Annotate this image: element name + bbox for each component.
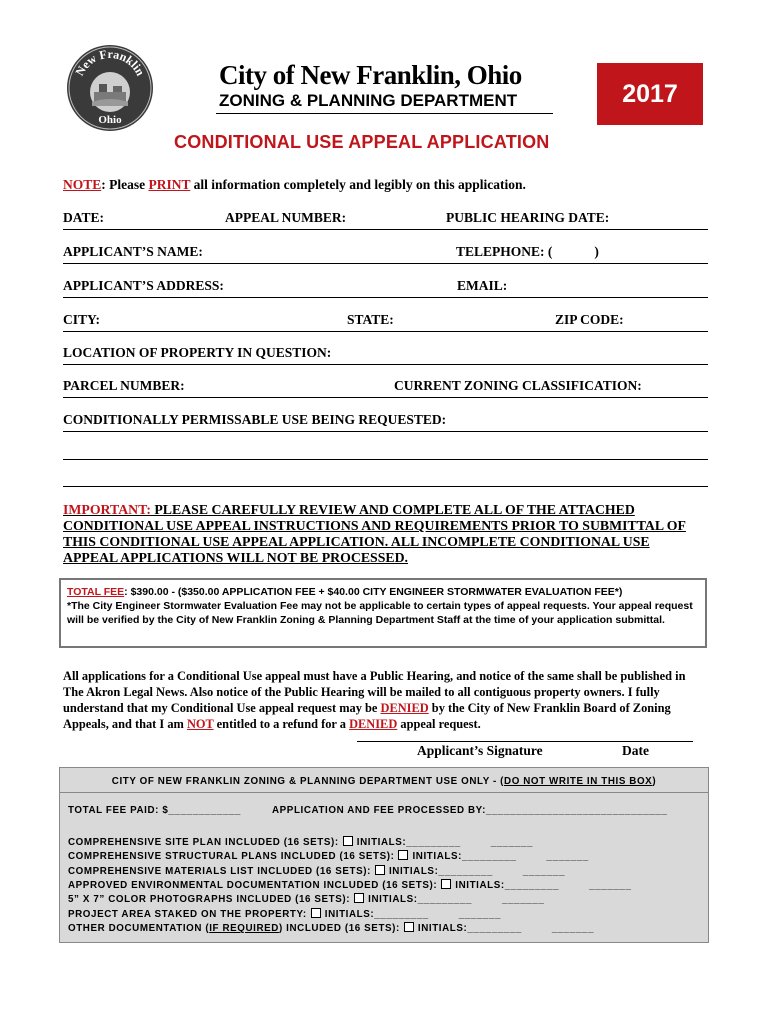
fee-note: *The City Engineer Stormwater Evaluation Fee may not be applicable to certain types of appeal requests. Your appeal request will be verified by the City of New Franklin Zoning & Planning Department Staff at the time of your application submittal. — [67, 600, 693, 626]
extra-field: _______ — [546, 851, 589, 862]
note-label: NOTE — [63, 177, 102, 192]
notice-part4: appeal request. — [397, 717, 481, 731]
location-row-line[interactable] — [63, 364, 708, 365]
date-row-line[interactable] — [63, 229, 708, 230]
total-fee-paid: TOTAL FEE PAID: $____________ — [68, 805, 241, 816]
email-label: EMAIL: — [457, 278, 508, 293]
city-label: CITY: — [63, 312, 101, 327]
notice-part1: All applications for a Conditional Use appeal must have a Public Hearing, and notice of the same shall be published in The Akron Legal News. Also notice of the Public Hearing will be mailed to all contiguous property owners. I fully understand that my Conditional Use appeal request may be — [63, 669, 686, 715]
checklist-row — [68, 865, 565, 877]
checklist-row — [68, 850, 589, 862]
checkbox[interactable] — [398, 850, 408, 860]
location-label: LOCATION OF PROPERTY IN QUESTION: — [63, 345, 332, 360]
applicant-name-label: APPLICANT’S NAME: — [63, 244, 203, 259]
address-label: APPLICANT’S ADDRESS: — [63, 278, 224, 293]
city-row-line[interactable] — [63, 331, 708, 332]
extra-field: _______ — [502, 894, 545, 905]
city-title: City of New Franklin, Ohio — [219, 60, 522, 90]
office-head-c: ) — [652, 776, 657, 787]
address-row-line[interactable] — [63, 297, 708, 298]
date-label: DATE: — [63, 210, 105, 225]
note-text-a: : Please — [101, 177, 149, 192]
checklist-row — [68, 908, 501, 920]
office-head-a: CITY OF NEW FRANKLIN ZONING & PLANNING DEPARTMENT USE ONLY - ( — [111, 776, 505, 787]
notice-part2: by the City of New Franklin Board of Zoning Appeals, and that I am — [63, 701, 671, 731]
important-text: PLEASE CAREFULLY REVIEW AND COMPLETE ALL OF THE ATTACHED CONDITIONAL USE APPEAL INSTRUCTIONS AND REQUIREMENTS PRIOR TO SUBMITTAL OF THIS CONDITIONAL USE APPEAL APPLICATION. ALL INCOMPLETE CONDITIONAL USE APPEAL APPLICATIONS WILL NOT BE PROCESSED. — [63, 502, 686, 565]
other-doc-c: ) INCLUDED (16 SETS): — [278, 923, 400, 934]
office-use-box — [59, 767, 709, 943]
print-word: PRINT — [148, 177, 191, 192]
use-line-2[interactable] — [63, 459, 708, 460]
important-label: IMPORTANT: — [63, 502, 151, 517]
checklist-row — [68, 879, 632, 891]
initials-field: INITIALS:_________ — [356, 837, 461, 848]
checklist-row — [68, 893, 544, 905]
extra-field: _______ — [490, 837, 534, 848]
other-doc-a: OTHER DOCUMENTATION ( — [68, 923, 210, 934]
zoning-class-label: CURRENT ZONING CLASSIFICATION: — [394, 378, 642, 393]
checklist-label: COMPREHENSIVE MATERIALS LIST INCLUDED (16 SETS): — [68, 866, 371, 877]
header-divider — [216, 113, 553, 114]
signature-date-label: Date — [622, 743, 649, 758]
zip-label: ZIP CODE: — [555, 312, 624, 327]
fee-amount-text: : $390.00 - ($350.00 APPLICATION FEE + $40.00 CITY ENGINEER STORMWATER EVALUATION FEE*) — [124, 586, 623, 598]
hearing-date-label: PUBLIC HEARING DATE: — [446, 210, 610, 225]
use-requested-label: CONDITIONALLY PERMISSABLE USE BEING REQUESTED: — [63, 412, 447, 427]
appeal-number-label: APPEAL NUMBER: — [225, 210, 347, 225]
office-separator — [60, 792, 708, 793]
notice-part3: entitled to a refund for a — [213, 717, 350, 731]
checkbox[interactable] — [311, 908, 321, 918]
other-doc-b: IF REQUIRED — [209, 923, 279, 934]
initials-field: INITIALS:_________ — [368, 894, 473, 905]
parcel-label: PARCEL NUMBER: — [63, 378, 185, 393]
checkbox[interactable] — [343, 836, 353, 846]
city-seal-logo — [66, 44, 154, 132]
checkbox[interactable] — [375, 865, 385, 875]
checklist-label: 5” X 7” COLOR PHOTOGRAPHS INCLUDED (16 SETS): — [68, 894, 351, 905]
processed-by: APPLICATION AND FEE PROCESSED BY:______________________________ — [272, 805, 668, 816]
telephone-label — [456, 244, 599, 260]
checklist-row — [68, 836, 533, 848]
state-label: STATE: — [347, 312, 394, 327]
denied-word-1: DENIED — [380, 701, 429, 715]
telephone-open: TELEPHONE: ( — [456, 244, 553, 259]
telephone-close: ) — [594, 244, 599, 259]
denied-word-2: DENIED — [349, 717, 398, 731]
extra-field: _______ — [589, 880, 632, 891]
use-line-3[interactable] — [63, 486, 708, 487]
signature-line[interactable] — [357, 741, 693, 742]
signature-label: Applicant’s Signature — [417, 743, 543, 758]
form-title: CONDITIONAL USE APPEAL APPLICATION — [174, 132, 550, 152]
checklist-label: PROJECT AREA STAKED ON THE PROPERTY: — [68, 909, 307, 920]
extra-field: _______ — [522, 866, 566, 877]
initials-field: INITIALS:_________ — [412, 851, 517, 862]
extra-field: _______ — [458, 909, 502, 920]
total-fee-label: TOTAL FEE — [67, 586, 125, 598]
seal-bottom-text: Ohio — [98, 114, 122, 126]
extra-field: _______ — [551, 923, 595, 934]
office-use-heading — [60, 776, 708, 787]
checklist-label: APPROVED ENVIRONMENTAL DOCUMENTATION INCLUDED (16 SETS): — [68, 880, 438, 891]
note-line — [63, 177, 526, 193]
initials-field: INITIALS:_________ — [324, 909, 429, 920]
public-hearing-notice — [63, 668, 708, 732]
checklist-label: COMPREHENSIVE SITE PLAN INCLUDED (16 SETS): — [68, 837, 339, 848]
initials-field: INITIALS:_________ — [388, 866, 493, 877]
checkbox[interactable] — [441, 879, 451, 889]
parcel-row-line[interactable] — [63, 397, 708, 398]
checkbox[interactable] — [354, 893, 364, 903]
initials-field: INITIALS:_________ — [455, 880, 560, 891]
not-word: NOT — [186, 717, 214, 731]
year-badge: 2017 — [597, 63, 703, 125]
fee-line-1 — [67, 585, 699, 599]
use-line-1[interactable] — [63, 431, 708, 432]
important-paragraph — [63, 502, 703, 566]
checkbox[interactable] — [404, 922, 414, 932]
checklist-label: COMPREHENSIVE STRUCTURAL PLANS INCLUDED (16 SETS): — [68, 851, 395, 862]
note-text-b: all information completely and legibly on this application. — [190, 177, 526, 192]
seal-top-text: New Franklin — [72, 46, 148, 79]
department-name: ZONING & PLANNING DEPARTMENT — [219, 91, 518, 110]
checklist-row — [68, 922, 594, 934]
office-head-b: DO NOT WRITE IN THIS BOX — [504, 776, 653, 787]
name-row-line[interactable] — [63, 263, 708, 264]
fee-box — [59, 578, 707, 648]
initials-field: INITIALS:_________ — [417, 923, 522, 934]
